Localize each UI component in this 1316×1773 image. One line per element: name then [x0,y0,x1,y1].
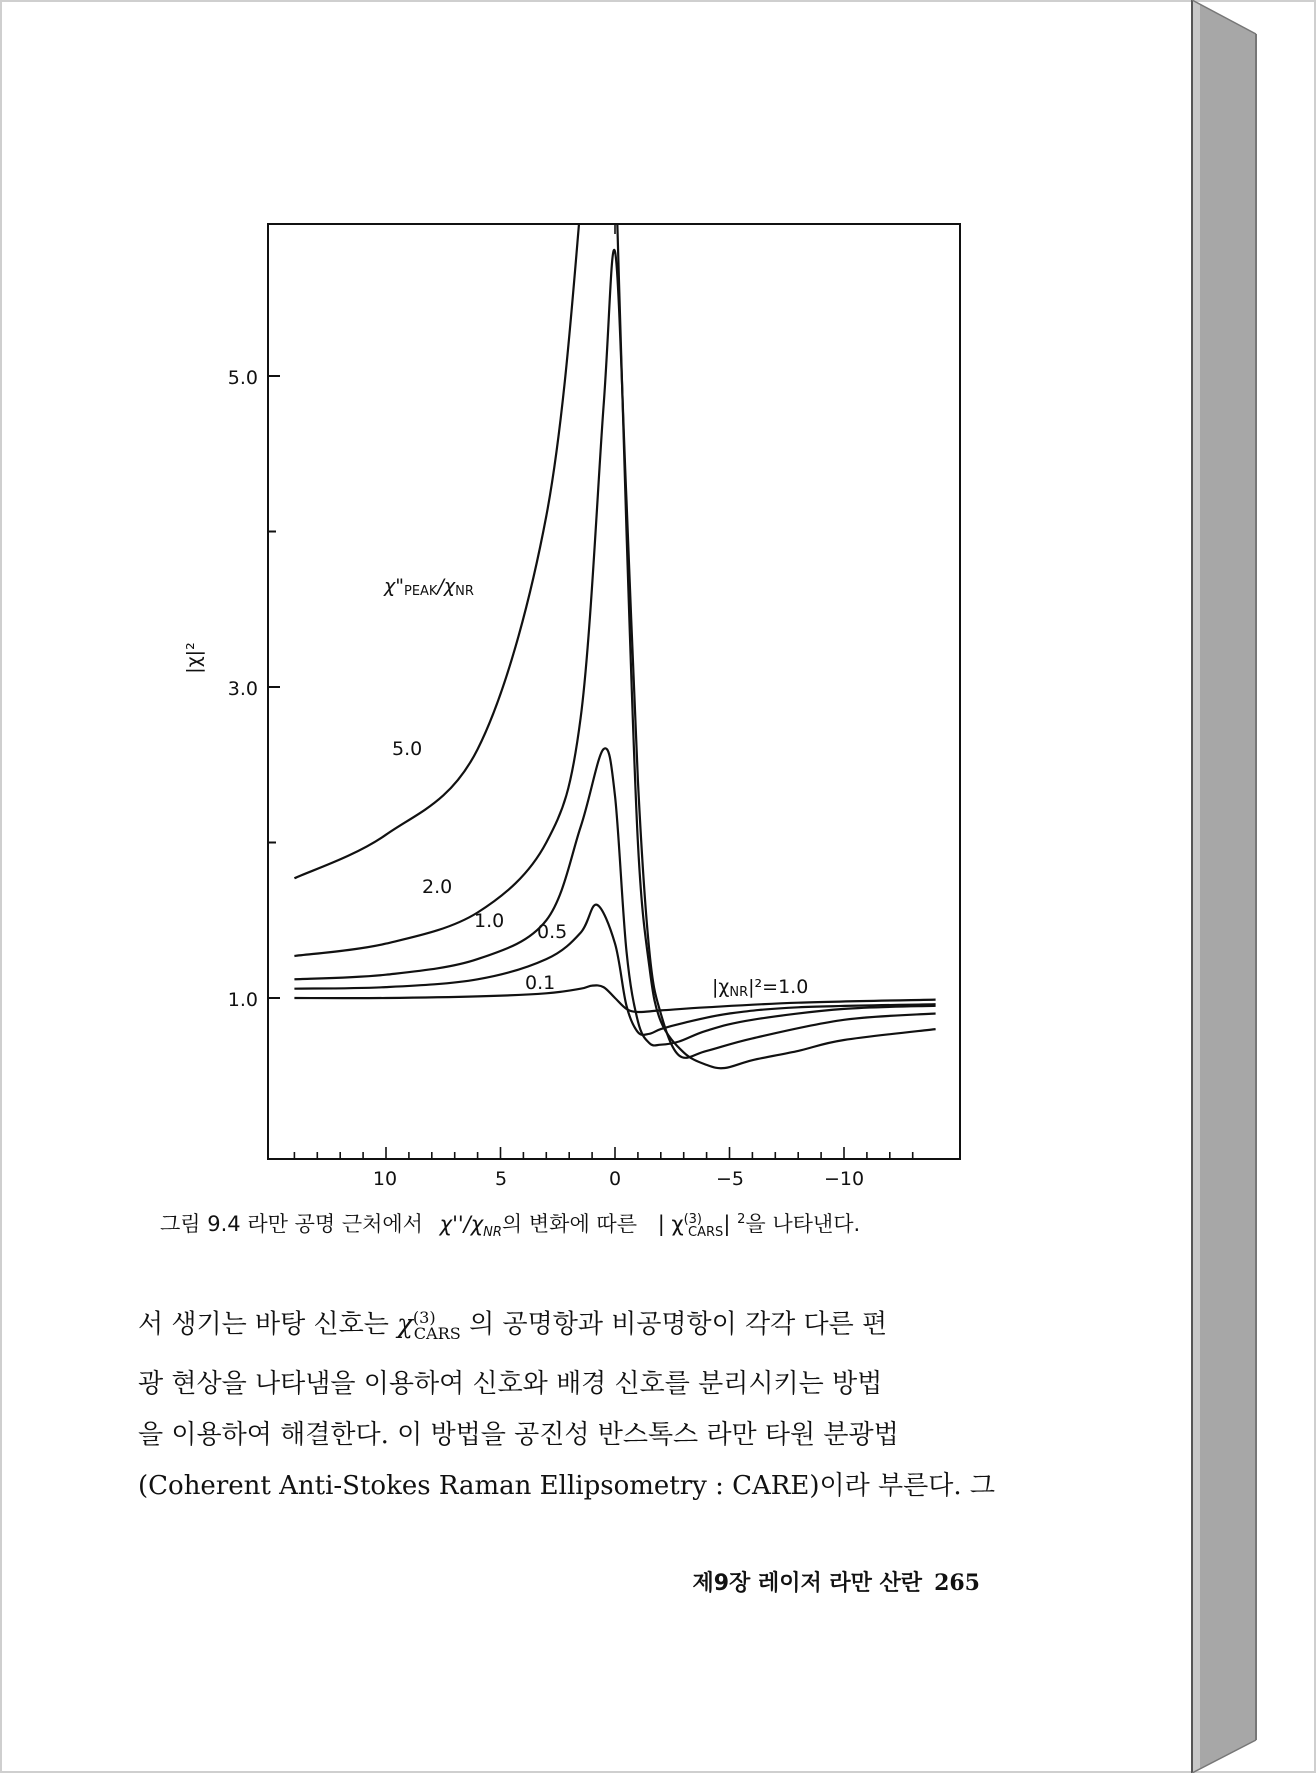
curve-series-5.0 [294,0,935,1068]
curve-label-0.5: 0.5 [537,921,568,943]
y-axis [268,376,280,998]
curve-series-0.1 [294,985,935,1012]
chapter-title: 제9장 레이저 라만 산란 [692,1571,923,1596]
caption-middle: 의 변화에 따른 [501,1212,637,1236]
body-line-1: 서 생기는 바탕 신호는 $\chi^{(3)}_{CARS}$ 의 공명항과 비공명항이 각각 다른 편 [138,1308,888,1343]
body-line-2: 광 현상을 나타냄을 이용하여 신호와 배경 신호를 분리시키는 방법 [138,1368,883,1399]
page-number: 265 [934,1570,980,1596]
figure-caption [160,1208,1000,1240]
caption-prefix: 그림 9.4 라만 공명 근처에서 [160,1212,423,1236]
caption-sq: 2 [737,1212,746,1227]
x-tick-label: 0 [608,1168,622,1190]
caption-chi-sub: CARS [688,1225,724,1241]
page-footer [660,1566,980,1597]
body-line-3: 을 이용하여 해결한다. 이 방법을 공진성 반스톡스 라만 타원 분광법 [138,1419,899,1450]
y-axis-label: |χ|² [183,642,205,674]
nr-note: |χNR|²=1.0 [712,976,809,1000]
x-tick-label: −5 [715,1168,745,1190]
x-axis [294,224,912,1159]
y-tick-label: 5.0 [227,367,258,389]
legend-title: χ"PEAK/χNR [384,575,474,599]
curve-label-0.1: 0.1 [525,972,556,994]
y-tick-label: 3.0 [227,678,258,700]
x-tick-label: −10 [823,1168,865,1190]
x-tick-label: 5 [494,1168,508,1190]
caption-chi-ratio-sub: NR [483,1225,502,1241]
curve-label-2.0: 2.0 [422,876,453,898]
y-tick-label: 1.0 [227,989,258,1011]
caption-chi-sup: (3) [683,1212,703,1227]
curve-label-5.0: 5.0 [392,738,423,760]
caption-suffix: 을 나타낸다. [745,1212,861,1236]
caption-abs-close: | [723,1212,738,1236]
curve-label-1.0: 1.0 [474,910,505,932]
curve-series-0.5 [294,905,935,1035]
body-text [138,1292,1008,1512]
caption-chi-ratio: χ''/χ [439,1212,484,1236]
body-line-4: (Coherent Anti-Stokes Raman Ellipsometry : CARE)이라 부른다. 그 [138,1470,995,1501]
curve-series-2.0 [294,250,935,1058]
x-tick-label: 10 [372,1168,398,1190]
caption-abs-open: | χ [657,1212,684,1236]
curves [294,0,935,1068]
